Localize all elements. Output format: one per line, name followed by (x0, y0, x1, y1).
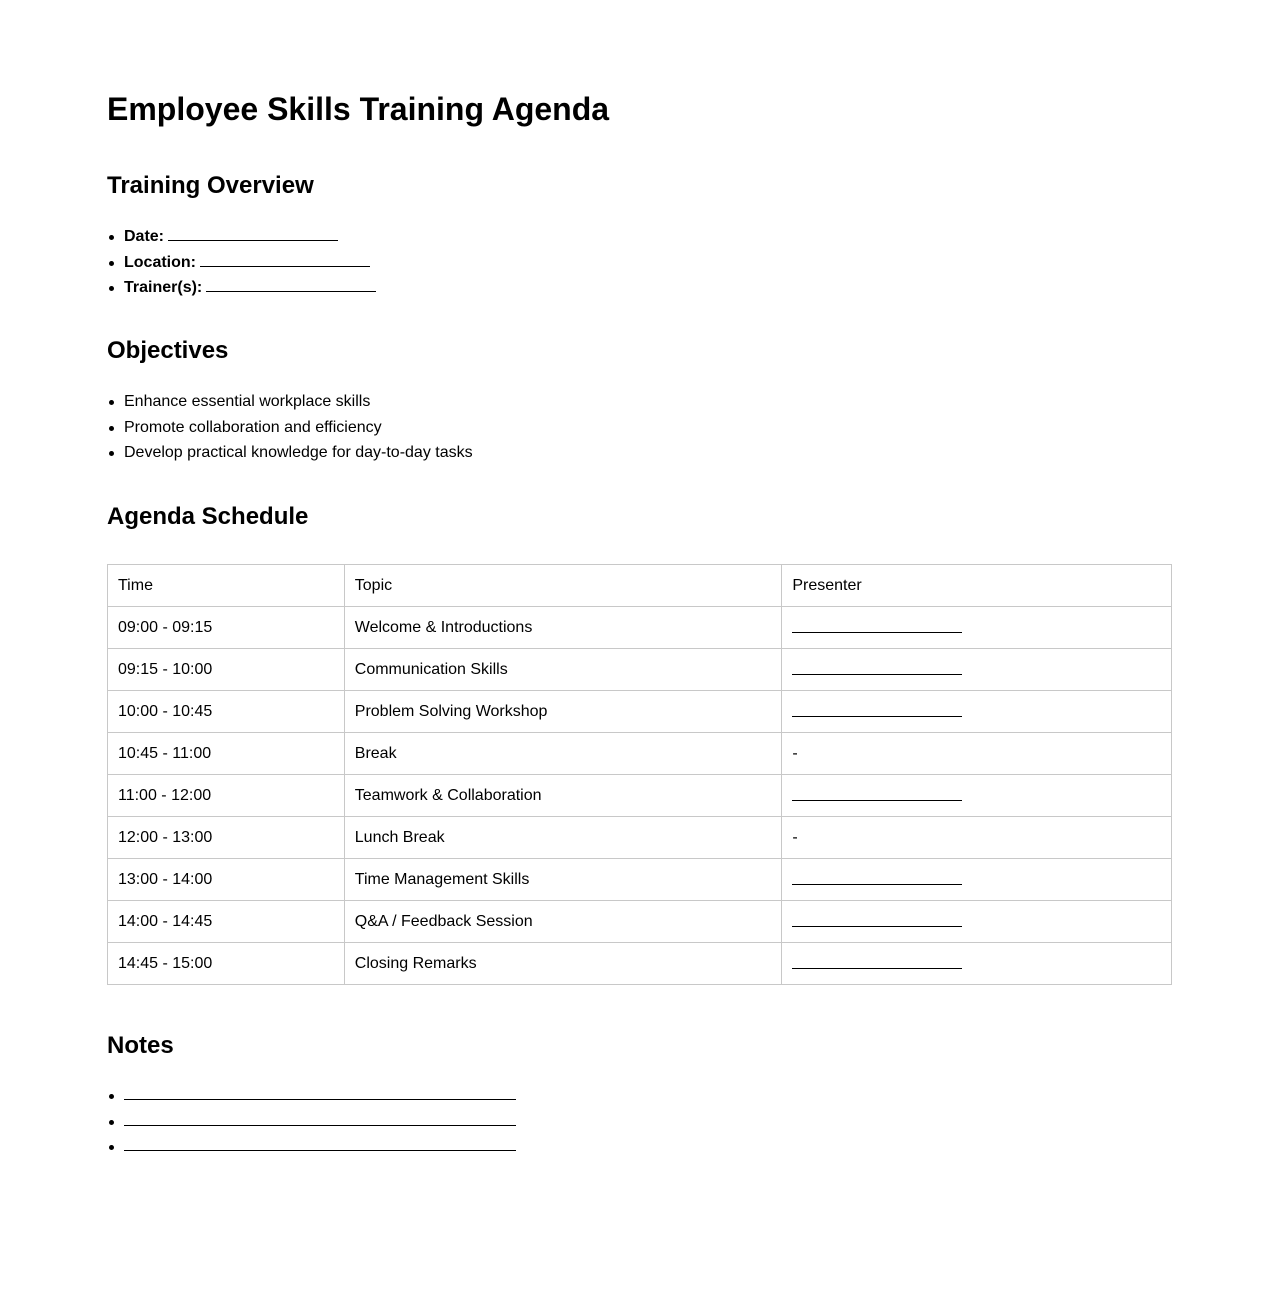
presenter-cell (782, 901, 1172, 943)
time-cell: 11:00 - 12:00 (108, 775, 345, 817)
overview-item-location (107, 250, 376, 276)
table-row (108, 775, 1172, 817)
table-row (108, 943, 1172, 985)
topic-cell: Lunch Break (344, 817, 782, 859)
column-header-presenter: Presenter (782, 565, 1172, 607)
time-cell: 09:00 - 09:15 (108, 607, 345, 649)
presenter-cell (782, 943, 1172, 985)
presenter-blank (792, 954, 962, 969)
topic-cell: Q&A / Feedback Session (344, 901, 782, 943)
overview-label-location: Location: (124, 253, 196, 271)
column-header-topic: Topic (344, 565, 782, 607)
table-row (108, 691, 1172, 733)
time-cell: 13:00 - 14:00 (108, 859, 345, 901)
presenter-cell (782, 691, 1172, 733)
topic-cell: Closing Remarks (344, 943, 782, 985)
topic-cell: Teamwork & Collaboration (344, 775, 782, 817)
notes-list (107, 1083, 516, 1160)
table-row (108, 817, 1172, 859)
topic-cell: Time Management Skills (344, 859, 782, 901)
table-row (108, 901, 1172, 943)
objective-item: Develop practical knowledge for day-to-day tasks (107, 440, 473, 466)
presenter-cell: - (782, 817, 1172, 859)
note-line (107, 1134, 516, 1160)
notes-heading: Notes (107, 1032, 174, 1059)
topic-cell: Communication Skills (344, 649, 782, 691)
date-blank (168, 225, 338, 241)
presenter-blank (792, 870, 962, 885)
note-line (107, 1083, 516, 1109)
table-row (108, 859, 1172, 901)
topic-cell: Problem Solving Workshop (344, 691, 782, 733)
overview-heading: Training Overview (107, 172, 314, 199)
page-title: Employee Skills Training Agenda (107, 91, 610, 127)
overview-label-date: Date: (124, 228, 165, 245)
objective-item: Enhance essential workplace skills (107, 389, 473, 415)
table-row (108, 733, 1172, 775)
note-blank (124, 1135, 516, 1151)
presenter-cell (782, 775, 1172, 817)
presenter-cell: - (782, 733, 1172, 775)
presenter-blank (792, 618, 962, 633)
table-header-row (108, 565, 1172, 607)
presenter-cell (782, 859, 1172, 901)
time-cell: 10:45 - 11:00 (108, 733, 345, 775)
agenda-table (107, 564, 1172, 985)
time-cell: 12:00 - 13:00 (108, 817, 345, 859)
presenter-blank (792, 702, 962, 717)
presenter-blank (792, 912, 962, 927)
note-line (107, 1109, 516, 1135)
trainers-blank (206, 276, 376, 292)
presenter-blank (792, 660, 962, 675)
time-cell: 14:45 - 15:00 (108, 943, 345, 985)
agenda-heading: Agenda Schedule (107, 503, 309, 530)
topic-cell: Break (344, 733, 782, 775)
location-blank (200, 251, 370, 267)
note-blank (124, 1084, 516, 1100)
objectives-heading: Objectives (107, 337, 229, 364)
overview-label-trainers: Trainer(s): (124, 279, 203, 297)
presenter-blank (792, 786, 962, 801)
objective-item: Promote collaboration and efficiency (107, 415, 473, 441)
note-blank (124, 1110, 516, 1126)
presenter-cell (782, 607, 1172, 649)
column-header-time: Time (108, 565, 345, 607)
time-cell: 09:15 - 10:00 (108, 649, 345, 691)
objectives-list (107, 389, 473, 466)
overview-list (107, 224, 376, 301)
time-cell: 14:00 - 14:45 (108, 901, 345, 943)
presenter-cell (782, 649, 1172, 691)
overview-item-trainers (107, 275, 376, 301)
table-row (108, 607, 1172, 649)
table-row (108, 649, 1172, 691)
topic-cell: Welcome & Introductions (344, 607, 782, 649)
time-cell: 10:00 - 10:45 (108, 691, 345, 733)
overview-item-date (107, 224, 376, 250)
